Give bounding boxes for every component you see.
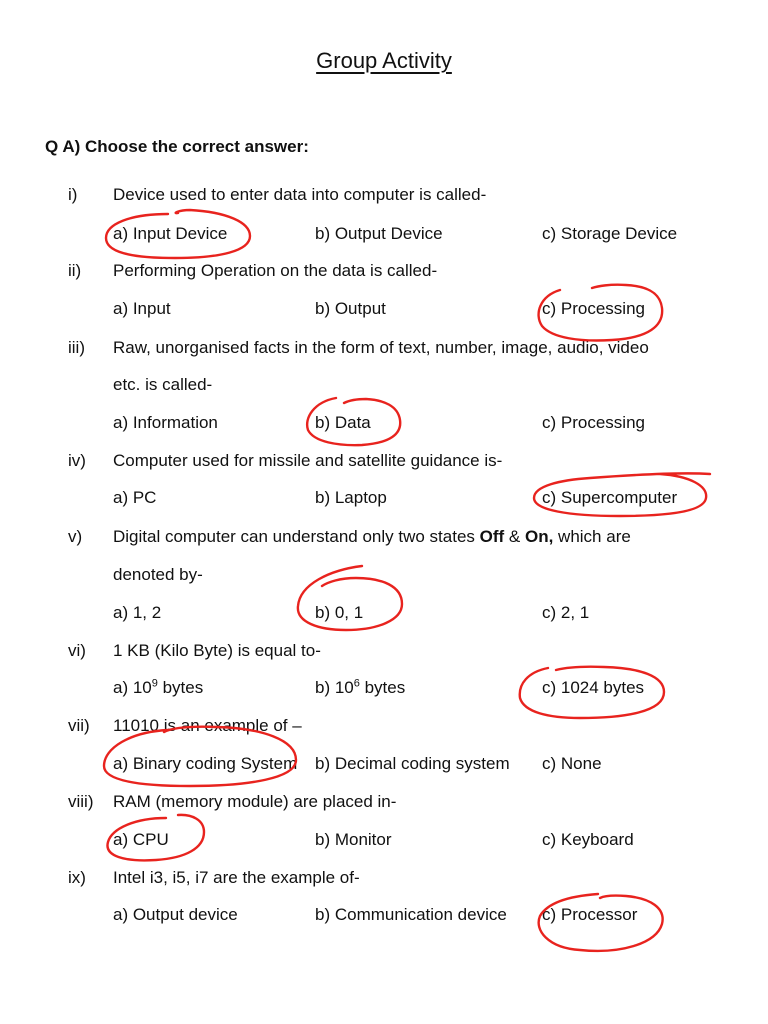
option-b: b) Monitor (315, 830, 392, 849)
option-c: c) None (542, 754, 602, 773)
option-a (113, 676, 203, 700)
question-number: ii) (68, 261, 82, 280)
question-text: 11010 is an example of – (113, 716, 302, 735)
option-b: b) Laptop (315, 488, 387, 507)
question-number: v) (68, 527, 83, 546)
question-number: ix) (68, 868, 86, 887)
question-text: Computer used for missile and satellite guidance is- (113, 451, 503, 470)
question-text: Intel i3, i5, i7 are the example of- (113, 868, 360, 887)
option-a: a) 1, 2 (113, 603, 162, 622)
option-b: b) Decimal coding system (315, 754, 510, 773)
option-a-base: a) 10 (113, 678, 152, 697)
question-text: 1 KB (Kilo Byte) is equal to- (113, 641, 321, 660)
question-number: iv) (68, 451, 86, 470)
question-text: Raw, unorganised facts in the form of text, number, image, audio, video (113, 338, 649, 357)
question-text: denoted by- (113, 565, 203, 584)
option-a: a) PC (113, 488, 157, 507)
option-b-base: b) 10 (315, 678, 354, 697)
question-text-part: & (504, 527, 525, 546)
option-b: b) Communication device (315, 905, 507, 924)
question-text-part: Digital computer can understand only two states (113, 527, 480, 546)
option-a-unit: bytes (157, 678, 204, 697)
option-c: c) Storage Device (542, 224, 678, 243)
bold-term-off: Off (479, 527, 505, 546)
option-b (315, 676, 405, 700)
question-text: etc. is called- (113, 375, 213, 394)
option-b: b) Output (315, 299, 386, 318)
option-b-unit: bytes (359, 678, 406, 697)
option-b: b) Data (315, 413, 371, 432)
option-a-exponent: 9 (151, 677, 158, 690)
option-b: b) Output Device (315, 224, 443, 243)
question-text: Device used to enter data into computer is called- (113, 185, 487, 204)
question-number: iii) (68, 338, 85, 357)
option-c: c) 1024 bytes (542, 678, 645, 697)
question-text (113, 525, 631, 549)
option-a: a) Input Device (113, 224, 228, 243)
question-text: Performing Operation on the data is called- (113, 261, 438, 280)
bold-term-on: On, (524, 527, 554, 546)
option-c: c) Processing (542, 413, 645, 432)
option-a: a) Input (113, 299, 171, 318)
question-number: vi) (68, 641, 86, 660)
option-b-exponent: 6 (353, 677, 360, 690)
question-text: RAM (memory module) are placed in- (113, 792, 397, 811)
question-text-part: which are (553, 527, 631, 546)
option-c: c) Processing (542, 299, 645, 318)
section-heading: Q A) Choose the correct answer: (45, 137, 309, 156)
option-c: c) 2, 1 (542, 603, 590, 622)
option-a: a) Information (113, 413, 218, 432)
option-c: c) Supercomputer (542, 488, 678, 507)
option-a: a) Binary coding System (113, 754, 298, 773)
question-number: vii) (68, 716, 90, 735)
option-b: b) 0, 1 (315, 603, 364, 622)
page-title: Group Activity (316, 48, 452, 73)
option-c: c) Keyboard (542, 830, 634, 849)
option-a: a) CPU (113, 830, 169, 849)
question-number: i) (68, 185, 78, 204)
question-number: viii) (68, 792, 94, 811)
option-c: c) Processor (542, 905, 638, 924)
option-a: a) Output device (113, 905, 238, 924)
